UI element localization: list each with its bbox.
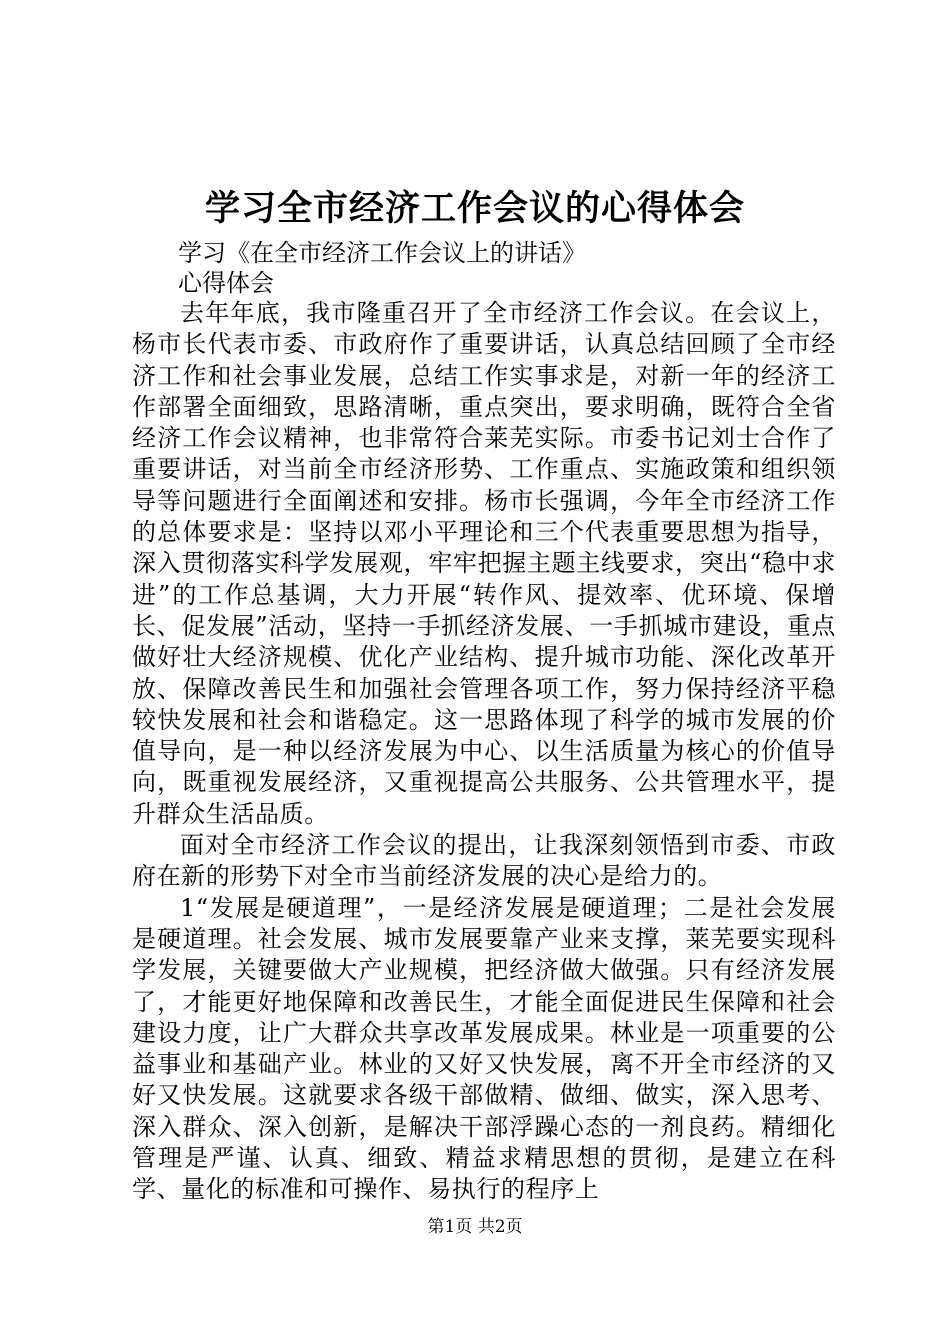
subtitle-line-2: 心得体会 (178, 269, 274, 297)
document-title: 学习全市经济工作会议的心得体会 (204, 188, 745, 229)
document-body (132, 298, 836, 1206)
page-number-footer: 第1页 共2页 (427, 1217, 523, 1237)
paragraph-2: 面对全市经济工作会议的提出，让我深刻领悟到市委、市政府在新的形势下对全市当前经济发展的决心是给力的。 (132, 831, 836, 891)
paragraph-1: 去年年底，我市隆重召开了全市经济工作会议。在会议上，杨市长代表市委、市政府作了重要讲话，认真总结回顾了全市经济工作和社会事业发展，总结工作实事求是，对新一年的经济工作部署全面细致，思路清晰，重点突出，要求明确，既符合全省经济工作会议精神，也非常符合莱芜实际。市委书记刘士合作了重要讲话，对当前全市经济形势、工作重点、实施政策和组织领导等问题进行全面阐述和安排。杨市长强调，今年全市经济工作的总体要求是：坚持以邓小平理论和三个代表重要思想为指导，深入贯彻落实科学发展观，牢牢把握主题主线要求，突出“稳中求进”的工作总基调，大力开展“转作风、提效率、优环境、保增长、促发展”活动，坚持一手抓经济发展、一手抓城市建设，重点做好壮大经济规模、优化产业结构、提升城市功能、深化改革开放、保障改善民生和加强社会管理各项工作，努力保持经济平稳较快发展和社会和谐稳定。这一思路体现了科学的城市发展的价值导向，是一种以经济发展为中心、以生活质量为核心的价值导向，既重视发展经济，又重视提高公共服务、公共管理水平，提升群众生活品质。 (132, 299, 836, 828)
subtitle-line-1: 学习《在全市经济工作会议上的讲话》 (178, 239, 586, 267)
paragraph-3: 1“发展是硬道理”，一是经济发展是硬道理；二是社会发展是硬道理。社会发展、城市发展要靠产业来支撑，莱芜要实现科学发展，关键要做大产业规模，把经济做大做强。只有经济发展了，才能更好地保障和改善民生，才能全面促进民生保障和社会建设力度，让广大群众共享改革发展成果。林业是一项重要的公益事业和基础产业。林业的又好又快发展，离不开全市经济的又好又快发展。这就要求各级干部做精、做细、做实，深入思考、深入群众、深入创新，是解决干部浮躁心态的一剂良药。精细化管理是严谨、认真、细致、精益求精思想的贯彻，是建立在科学、量化的标准和可操作、易执行的程序上 (132, 893, 836, 1204)
